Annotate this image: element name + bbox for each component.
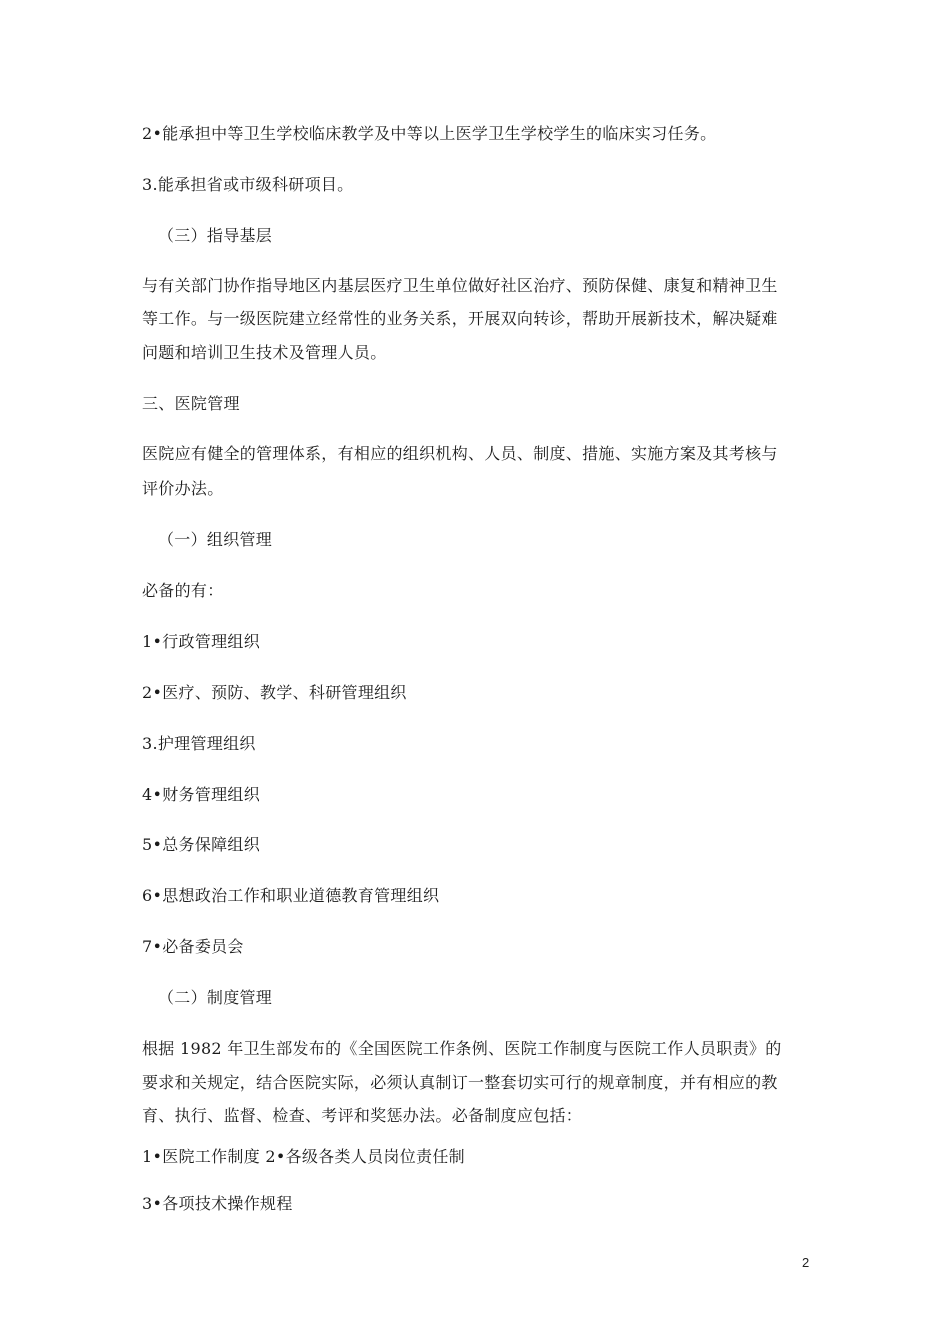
paragraph-line: 问题和培训卫生技术及管理人员。 — [142, 343, 387, 362]
paragraph-line: 与有关部门协作指导地区内基层医疗卫生单位做好社区治疗、预防保健、康复和精神卫生 — [142, 276, 778, 295]
list-item-teaching-task: 2•能承担中等卫生学校临床教学及中等以上医学卫生学校学生的临床实习任务。 — [142, 124, 717, 143]
paragraph-line: 评价办法。 — [142, 479, 224, 498]
list-item: 3•各项技术操作规程 — [142, 1194, 293, 1213]
section-heading-guide-grassroots: （三）指导基层 — [158, 226, 273, 245]
list-item: 1•行政管理组织 — [142, 632, 261, 651]
section-heading-organization-management: （一）组织管理 — [158, 530, 273, 549]
paragraph-line: 必备的有： — [142, 581, 224, 600]
paragraph-line: 等工作。与一级医院建立经常性的业务关系，开展双向转诊，帮助开展新技术，解决疑难 — [142, 309, 778, 328]
list-item: 5•总务保障组织 — [142, 835, 261, 854]
list-item: 3.护理管理组织 — [142, 734, 256, 753]
paragraph-line: 医院应有健全的管理体系，有相应的组织机构、人员、制度、措施、实施方案及其考核与 — [142, 444, 778, 463]
list-item: 1•医院工作制度 2•各级各类人员岗位责任制 — [142, 1147, 465, 1166]
list-item: 4•财务管理组织 — [142, 785, 261, 804]
list-item: 2•医疗、预防、教学、科研管理组织 — [142, 683, 407, 702]
section-heading-hospital-management: 三、医院管理 — [142, 394, 240, 413]
list-item-research-project: 3.能承担省或市级科研项目。 — [142, 175, 354, 194]
list-item: 6•思想政治工作和职业道德教育管理组织 — [142, 886, 440, 905]
paragraph-line: 育、执行、监督、检查、考评和奖惩办法。必备制度应包括： — [142, 1106, 583, 1125]
paragraph-line: 要求和关规定，结合医院实际，必须认真制订一整套切实可行的规章制度，并有相应的教 — [142, 1073, 778, 1092]
list-item: 7•必备委员会 — [142, 937, 244, 956]
paragraph-line: 根据 1982 年卫生部发布的《全国医院工作条例、医院工作制度与医院工作人员职责》的 — [142, 1039, 782, 1058]
section-heading-system-management: （二）制度管理 — [158, 988, 273, 1007]
page-number: 2 — [802, 1255, 810, 1270]
